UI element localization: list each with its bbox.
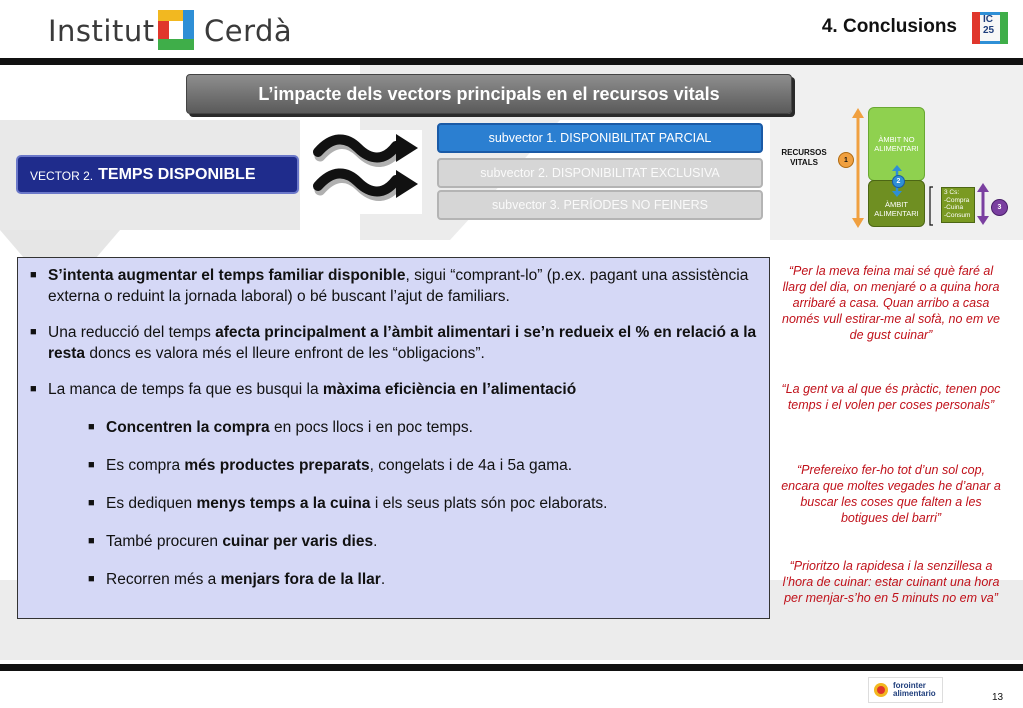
sub-bullet-5-text: .	[380, 571, 386, 588]
three-cs-title: 3 Cs:	[944, 189, 960, 196]
three-cs-compra: -Compra	[944, 196, 970, 204]
quote-1: “Per la meva feina mai sé què faré al llarg del dia, on menjaré o a quina hora arribaré a casa. Quan arribo a casa només vull estirar-me al sofà, no em ve de gust cuinar”	[782, 264, 1000, 342]
subvector-2-button[interactable]: subvector 2. DISPONIBILITAT EXCLUSIVA	[437, 158, 763, 188]
bullet-2-pre: Una reducció del temps	[48, 324, 216, 341]
bullet-3-bold: màxima eficiència en l’alimentació	[322, 381, 577, 398]
ambit-no-line1: ÀMBIT NO	[878, 135, 915, 144]
institut-cerda-logo-icon	[155, 7, 197, 53]
bullet-2-text: doncs es valora més el lleure enfront de les “obligacions”.	[85, 345, 485, 362]
ic25-badge-bottom: 25	[983, 25, 995, 36]
sub-bullet-3	[30, 493, 757, 514]
sub-bullet-2-text: , congelats i de 4a i 5a gama.	[369, 457, 573, 474]
bullet-mark: ■	[88, 573, 95, 585]
recursos-vitals-label	[780, 148, 828, 168]
sub-bullet-4-bold: cuinar per varis dies	[222, 533, 374, 550]
subvector-1-button[interactable]: subvector 1. DISPONIBILITAT PARCIAL	[437, 123, 763, 153]
header-divider	[0, 58, 1023, 65]
bullet-2-bold: afecta principalment a l’àmbit alimentari i se’n redueix el % en relació a la resta	[48, 324, 757, 362]
vector-name: TEMPS DISPONIBLE	[98, 165, 256, 183]
ambit-no-line2: ALIMENTARI	[874, 144, 919, 153]
quote-3: “Prefereixo fer-ho tot d’un sol cop, encara que moltes vegades he d’anar a buscar les coses que falten a les botigues del barri”	[781, 463, 1001, 525]
sub-bullet-3-text: i els seus plats són poc elaborats.	[370, 495, 608, 512]
recursos-line2: VITALS	[790, 158, 818, 167]
bullet-1-bold: S’intenta augmentar el temps familiar disponible	[48, 267, 406, 284]
three-cs-consum: -Consum	[944, 211, 971, 219]
section-title: 4. Conclusions	[821, 16, 957, 37]
sub-bullet-5-pre: Recorren més a	[106, 571, 221, 588]
vector-label-box	[16, 155, 299, 194]
bullet-mark: ■	[88, 535, 95, 547]
ambit-line2: ALIMENTARI	[874, 208, 919, 218]
sub-bullet-5-bold: menjars fora de la llar	[220, 571, 381, 588]
bullet-mark: ■	[88, 459, 95, 471]
quote-2: “La gent va al que és pràctic, tenen poc temps i el volen per coses personals”	[781, 382, 1001, 412]
page-number: 13	[992, 692, 1004, 703]
forointer-logo-icon	[873, 682, 889, 698]
slide-banner: L’impacte dels vectors principals en el recursos vitals	[186, 74, 792, 114]
vector-prefix: VECTOR 2.	[30, 169, 94, 183]
bullet-mark: ■	[30, 383, 37, 395]
marker-1: 1	[838, 152, 854, 168]
forointer-line2: alimentario	[893, 689, 936, 698]
bullet-mark: ■	[30, 326, 37, 338]
sub-bullet-4	[30, 531, 757, 552]
bullet-3	[30, 379, 757, 400]
bullet-2	[30, 322, 757, 364]
bullet-mark: ■	[88, 497, 95, 509]
recursos-line1: RECURSOS	[781, 148, 827, 157]
bullet-mark: ■	[30, 269, 37, 281]
sub-bullet-2-bold: més productes preparats	[184, 457, 370, 474]
squiggle-arrows-icon	[312, 130, 422, 214]
logo-text-institut: Institut	[48, 14, 155, 48]
sub-bullet-3-bold: menys temps a la cuina	[196, 495, 371, 512]
ambit-line1: ÀMBIT	[885, 199, 908, 209]
sub-bullet-3-pre: Es dediquen	[106, 495, 197, 512]
sub-bullet-1-bold: Concentren la compra	[106, 419, 270, 436]
sub-bullet-2-pre: Es compra	[106, 457, 185, 474]
sub-bullet-1	[30, 417, 757, 438]
footer-divider	[0, 664, 1023, 671]
sub-bullet-4-pre: També procuren	[106, 533, 223, 550]
ic25-badge-top: IC	[983, 14, 993, 25]
marker-3: 3	[991, 199, 1008, 216]
header	[0, 0, 1023, 58]
three-cs-box	[941, 187, 975, 223]
forointer-logo-text	[893, 682, 936, 698]
sub-bullet-2	[30, 455, 757, 476]
bullet-3-pre: La manca de temps fa que es busqui la	[48, 381, 323, 398]
subvector-3-button[interactable]: subvector 3. PERÍODES NO FEINERS	[437, 190, 763, 220]
marker-2: 2	[892, 175, 905, 188]
conclusions-content	[17, 257, 770, 619]
bullet-1	[30, 265, 757, 307]
three-cs-cuina: -Cuina	[944, 204, 964, 211]
bullet-1-text: , sigui “comprant-lo” (p.ex. pagant una assistència externa o reduint la jornada laboral) o bé buscant l’ajut de familiars.	[48, 267, 749, 305]
quote-4: “Prioritzo la rapidesa i la senzillesa a l’hora de cuinar: estar cuinant una hora per menjar-s’ho en 5 minuts no em va”	[782, 559, 1000, 605]
bullet-mark: ■	[88, 421, 95, 433]
logo-text-cerda: Cerdà	[204, 14, 293, 48]
sub-bullet-1-text: en pocs llocs i en poc temps.	[269, 419, 473, 436]
sub-bullet-5	[30, 569, 757, 590]
forointer-line1: forointer	[893, 681, 926, 690]
sub-bullet-4-text: .	[373, 533, 378, 550]
